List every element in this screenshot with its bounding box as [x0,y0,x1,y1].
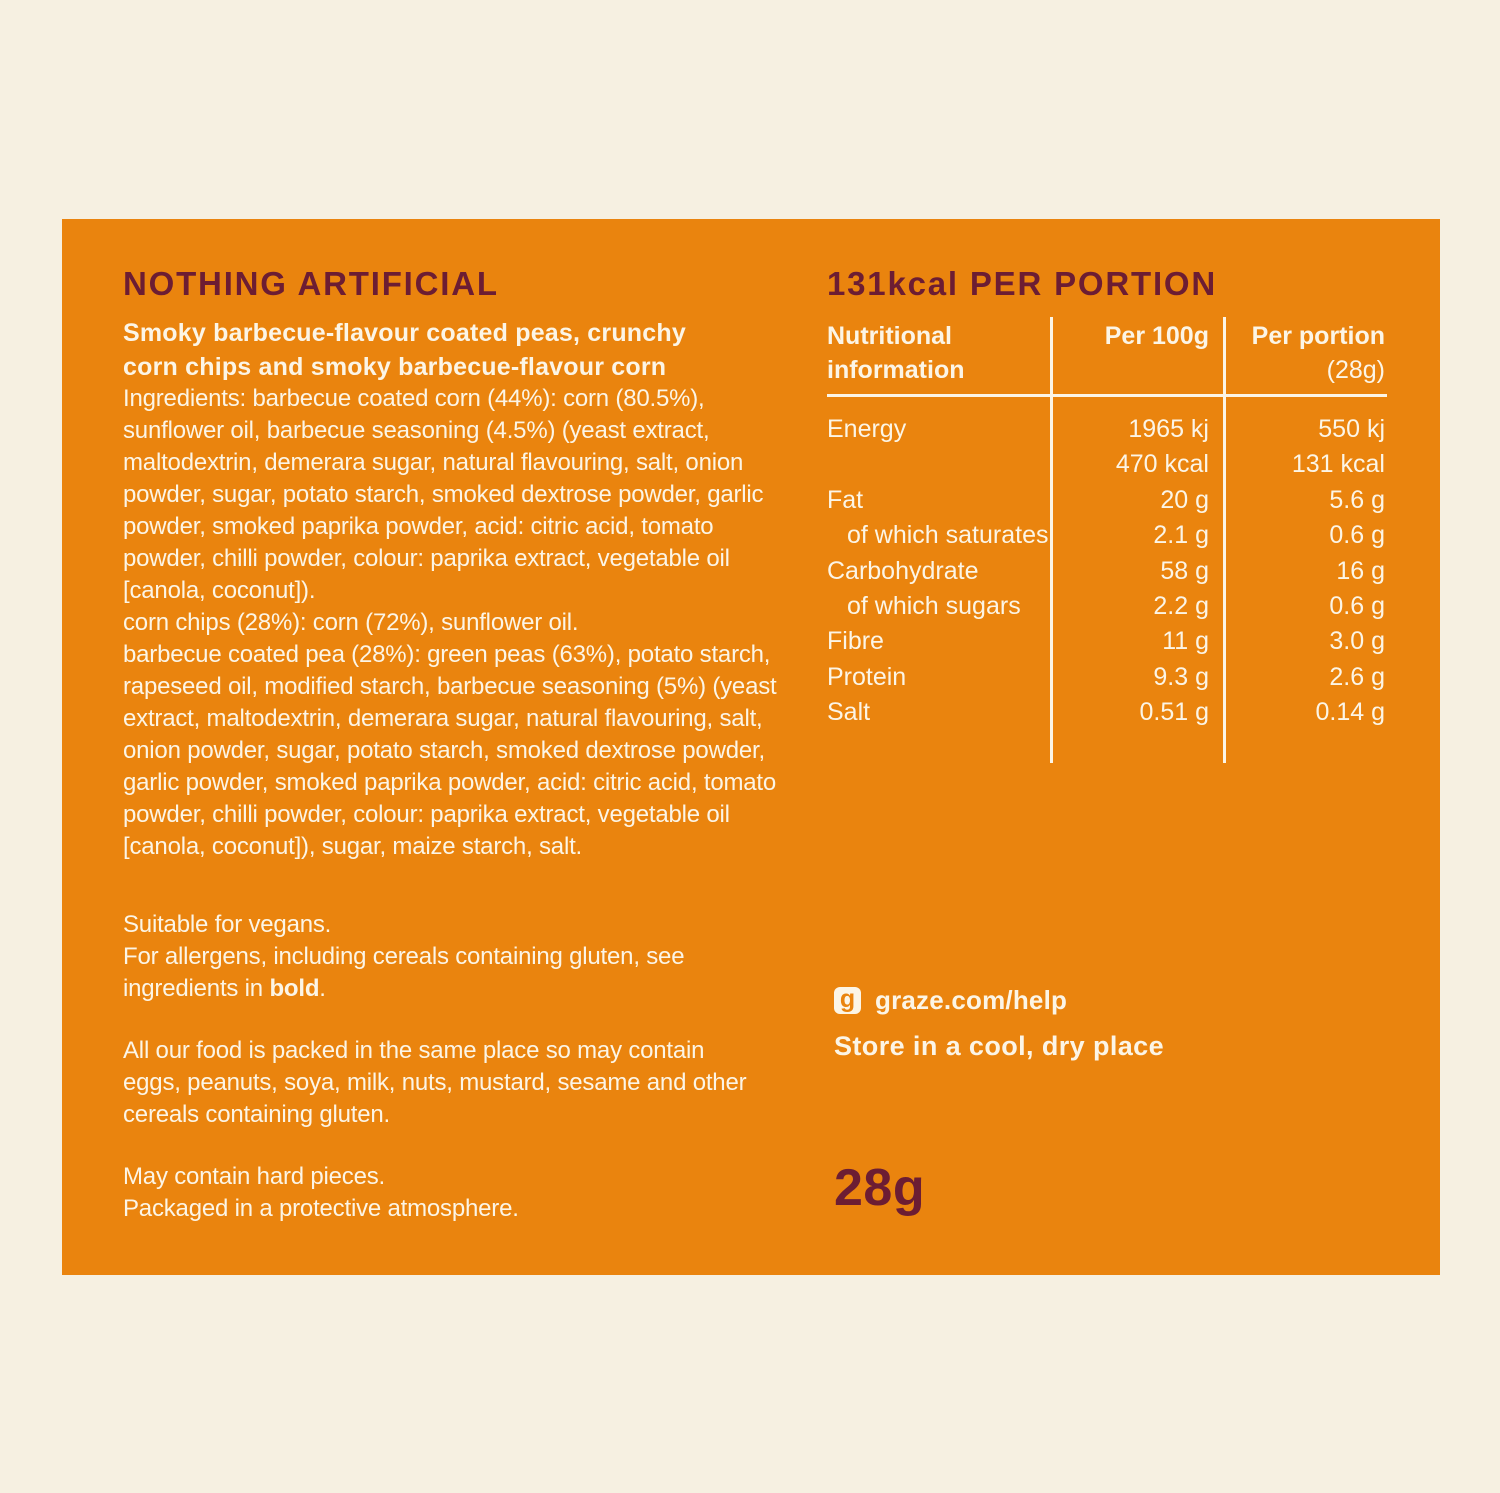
nutrition-row [827,695,1387,730]
storage-note: Store in a cool, dry place [834,1031,1164,1061]
nutrition-rows [827,412,1387,731]
col-header-per-100g: Per 100g [1104,322,1209,350]
allergen-note-bold: bold [269,975,320,1002]
nutrient-label: Energy [827,415,907,443]
label-panel [62,219,1440,1275]
nutrient-label: Carbohydrate [827,556,979,585]
nutrition-row [827,447,1387,482]
allergen-note-prefix: For allergens, including cereals containing gluten, see ingredients in [123,943,685,1002]
nutrition-row [827,518,1387,553]
value-per-100g: 11 g [1162,627,1209,656]
packing-note: All our food is packed in the same place so may contain eggs, peanuts, soya, milk, nuts, mustard, sesame and other cereals containing gluten. [123,1037,747,1128]
nutrition-row [827,412,1387,447]
table-divider-horizontal [827,394,1387,397]
allergen-note-suffix: . [319,975,326,1002]
col-header-per-portion [1223,319,1387,387]
help-url: graze.com/help [875,985,1068,1015]
ingredients-corn: Ingredients: barbecue coated corn (44%): corn (80.5%), sunflower oil, barbecue seasoning (4.5%) (yeast extract, maltodextrin, demerara sugar, natural flavouring, salt, onion powder, sugar, potato starch, smoked dextrose powder, garlic powder, smoked paprika powder, acid: citric acid, tomato powder, chilli powder, colour: paprika extract, vegetable oil [canola, coconut]). [123,385,764,604]
atmosphere-note: Packaged in a protective atmosphere. [123,1195,519,1222]
nutrition-table-header [827,319,1387,387]
value-per-portion: 3.0 g [1329,627,1385,656]
value-per-100g: 2.1 g [1153,521,1209,550]
nutrient-label: Fat [827,485,864,514]
product-description: Smoky barbecue-flavour coated peas, crunchy corn chips and smoky barbecue-flavour corn [123,319,686,381]
value-per-portion: 0.6 g [1329,592,1385,621]
value-per-100g: 0.51 g [1139,698,1209,727]
value-per-portion: 16 g [1336,556,1385,585]
value-per-100g: 20 g [1160,485,1209,514]
nutrient-label [827,447,1050,482]
nutrition-row [827,589,1387,624]
col-header-nutritional-information: Nutritional information [827,322,965,384]
ingredients-corn-chips: corn chips (28%): corn (72%), sunflower oil. [123,609,579,636]
hard-pieces-note: May contain hard pieces. [123,1163,386,1190]
graze-help-row [834,985,1067,1016]
value-per-100g: 470 kcal [1115,450,1209,479]
nutrient-label: Fibre [827,627,884,656]
value-per-100g: 1965 kj [1128,415,1209,443]
value-per-100g: 9.3 g [1153,662,1209,691]
allergen-note [123,941,778,1005]
graze-logo-icon: g [834,987,861,1014]
nutrient-label: Protein [827,662,907,691]
value-per-portion: 5.6 g [1329,485,1385,514]
value-per-portion: 550 kj [1318,415,1385,443]
vegan-note: Suitable for vegans. [123,911,332,938]
nutrient-label: Salt [827,698,871,727]
nutrition-row [827,624,1387,659]
nothing-artificial-heading: NOTHING ARTIFICIAL [123,265,499,302]
net-weight: 28g [834,1159,926,1217]
warning-note [123,1161,778,1225]
per-portion-label: Per portion [1251,322,1385,350]
value-per-100g: 58 g [1160,556,1209,585]
ingredients-block [123,383,778,863]
ingredients-pea: barbecue coated pea (28%): green peas (63%), potato starch, rapeseed oil, modified starch, barbecue seasoning (5%) (yeast extract, maltodextrin, demerara sugar, natural flavouring, salt, onion powder, sugar, potato starch, smoked dextrose powder, garlic powder, smoked paprika powder, acid: citric acid, tomato powder, chilli powder, colour: paprika extract, vegetable oil [canola, coconut]), sugar, maize starch, salt. [123,641,777,860]
nutrition-table [827,317,1387,763]
kcal-per-portion-heading: 131kcal PER PORTION [827,265,1218,302]
nutrition-row [827,483,1387,518]
per-portion-grams: (28g) [1326,356,1385,384]
nutrition-row [827,660,1387,695]
value-per-portion: 131 kcal [1291,450,1385,479]
value-per-portion: 2.6 g [1329,662,1385,691]
value-per-100g: 2.2 g [1153,592,1209,621]
nutrient-label: of which sugars [847,592,1021,621]
nutrient-label: of which saturates [847,521,1049,550]
nutrition-row [827,554,1387,589]
value-per-portion: 0.6 g [1329,521,1385,550]
value-per-portion: 0.14 g [1315,698,1385,727]
vegan-allergen-note [123,909,778,1005]
